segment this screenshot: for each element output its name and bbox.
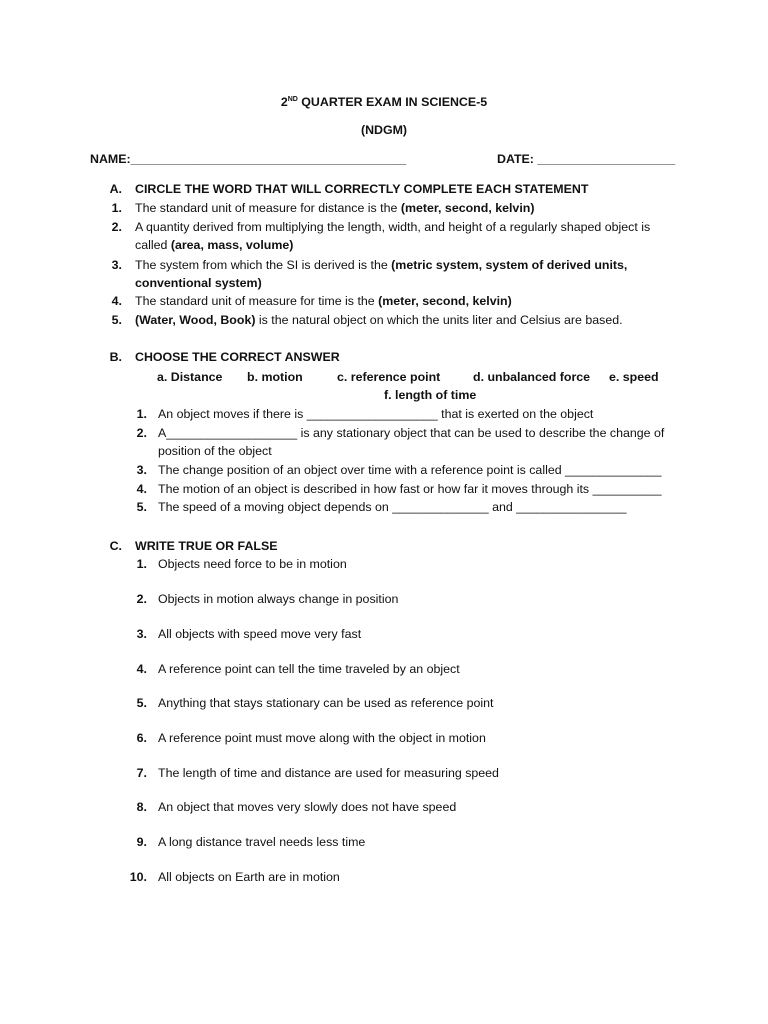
c-item-3: All objects with speed move very fast <box>158 627 362 641</box>
a-item-number: 4. <box>111 294 122 308</box>
choice-c: c. reference point <box>337 370 441 384</box>
section-c-letter: C. <box>109 539 122 553</box>
b-item-3: The change position of an object over time with a reference point is called ______________ <box>158 463 662 477</box>
b-item-1: An object moves if there is ___________________ that is exerted on the object <box>158 407 594 421</box>
a-item-number: 3. <box>111 258 122 272</box>
section-b-letter: B. <box>109 350 122 364</box>
section-b-heading: CHOOSE THE CORRECT ANSWER <box>135 350 340 364</box>
c-item-number: 10. <box>129 870 147 884</box>
c-item-number: 8. <box>136 800 147 814</box>
c-item-2: Objects in motion always change in position <box>158 592 399 606</box>
a-item-2-cont: called (area, mass, volume) <box>135 238 294 252</box>
b-item-number: 4. <box>136 482 147 496</box>
b-item-5: The speed of a moving object depends on ______________ and ________________ <box>158 500 627 514</box>
c-item-6: A reference point must move along with the object in motion <box>158 731 486 745</box>
choice-b: b. motion <box>247 370 303 384</box>
a-item-3-cont: conventional system) <box>135 276 262 290</box>
c-item-1: Objects need force to be in motion <box>158 557 347 571</box>
a-item-1: The standard unit of measure for distance is the (meter, second, kelvin) <box>135 201 535 215</box>
a-item-4: The standard unit of measure for time is the (meter, second, kelvin) <box>135 294 512 308</box>
c-item-number: 7. <box>136 766 147 780</box>
c-item-number: 5. <box>136 696 147 710</box>
c-item-number: 6. <box>136 731 147 745</box>
b-item-number: 2. <box>136 426 147 440</box>
a-item-number: 1. <box>111 201 122 215</box>
c-item-number: 3. <box>136 627 147 641</box>
c-item-4: A reference point can tell the time traveled by an object <box>158 662 460 676</box>
title-number: 2 <box>280 95 288 109</box>
a-item-number: 5. <box>111 313 122 327</box>
choice-e: e. speed <box>609 370 659 384</box>
choice-d: d. unbalanced force <box>473 370 591 384</box>
c-item-7: The length of time and distance are used for measuring speed <box>158 766 499 780</box>
name-field[interactable]: NAME:________________________________________ <box>90 152 407 166</box>
b-item-number: 3. <box>136 463 147 477</box>
title-superscript: ND <box>287 95 298 103</box>
c-item-9: A long distance travel needs less time <box>158 835 366 849</box>
section-a-heading: CIRCLE THE WORD THAT WILL CORRECTLY COMPLETE EACH STATEMENT <box>135 182 589 196</box>
choice-f: f. length of time <box>384 388 477 402</box>
b-item-number: 1. <box>136 407 147 421</box>
a-item-2: A quantity derived from multiplying the length, width, and height of a regularly shaped object is <box>135 220 651 234</box>
title-text: QUARTER EXAM IN SCIENCE-5 <box>297 95 488 109</box>
c-item-number: 9. <box>136 835 147 849</box>
c-item-10: All objects on Earth are in motion <box>158 870 340 884</box>
a-item-3: The system from which the SI is derived is the (metric system, system of derived units, <box>135 258 628 272</box>
b-item-number: 5. <box>136 500 147 514</box>
c-item-number: 1. <box>136 557 147 571</box>
date-field[interactable]: DATE: ____________________ <box>497 152 676 166</box>
choice-a: a. Distance <box>157 370 223 384</box>
c-item-number: 2. <box>136 592 147 606</box>
b-item-2: A___________________ is any stationary object that can be used to describe the change of <box>158 426 665 440</box>
section-c-heading: WRITE TRUE OR FALSE <box>135 539 278 553</box>
school-code: (NDGM) <box>360 123 408 137</box>
exam-title <box>0 95 768 109</box>
a-item-5: (Water, Wood, Book) is the natural object on which the units liter and Celsius are based. <box>135 313 623 327</box>
c-item-number: 4. <box>136 662 147 676</box>
c-item-8: An object that moves very slowly does not have speed <box>158 800 457 814</box>
b-item-2-cont: position of the object <box>158 444 272 458</box>
c-item-5: Anything that stays stationary can be used as reference point <box>158 696 494 710</box>
section-a-letter: A. <box>109 182 122 196</box>
a-item-number: 2. <box>111 220 122 234</box>
b-item-4: The motion of an object is described in how fast or how far it moves through its __________ <box>158 482 662 496</box>
